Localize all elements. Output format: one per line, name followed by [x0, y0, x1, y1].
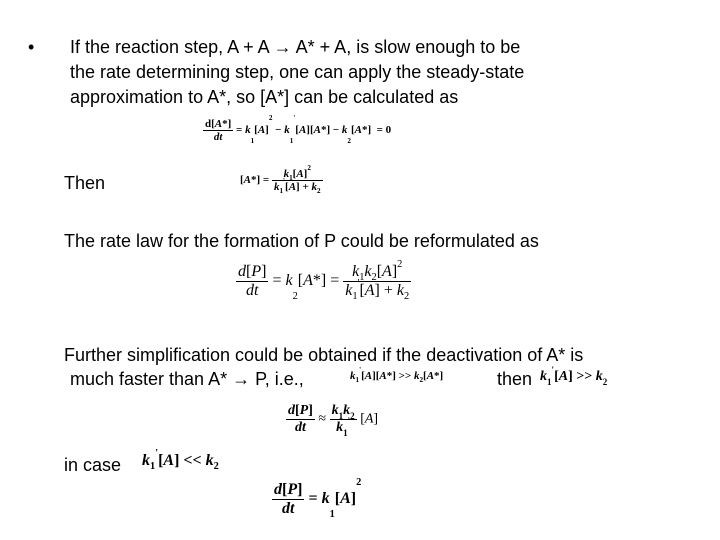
- paragraph1-line1: If the reaction step, A + A → A* + A, is slow enough to be: [70, 37, 521, 57]
- then-label: Then: [64, 173, 106, 193]
- then-word-2: then: [497, 369, 533, 389]
- equation-rate-law: $\frac{d[P]}{dt}$ = $k_2[A*]$ = $\frac{k_1k_2[A]^2}{k_1'[A] + k_2}$: [238, 259, 410, 302]
- equation-approx: $\frac{d[P]}{dt}$ ≈ $\frac{k_1k_2}{k_1'}$ [A]: [288, 403, 379, 438]
- bullet-glyph: •: [28, 37, 35, 57]
- in-case-label: in case: [64, 455, 122, 475]
- equation-condition-3: $k_1'[A] << k_2$: [142, 448, 219, 472]
- further-line1: Further simplification could be obtained if the deactivation of A* is: [64, 345, 584, 365]
- rate-law-sentence: The rate law for the formation of P could be reformulated as: [64, 231, 539, 251]
- equation-condition-2: $k_1'[A] >> k_2$: [540, 365, 608, 387]
- further-line2: much faster than A* → P, i.e.,: [70, 369, 304, 389]
- equation-condition-1: $k_1'[A][A*] >> k_2[A*]$: [350, 366, 444, 384]
- equation-second-order: $\frac{d[P]}{dt}$ = $k_1[A]^2$: [274, 477, 362, 520]
- equation-a-star: [A*] = $\frac{k_1[A]^2}{k_1'[A] + k_2}$: [240, 164, 321, 195]
- paragraph1-line2: the rate determining step, one can apply the steady-state: [70, 62, 525, 82]
- paragraph1-line3: approximation to A*, so [A*] can be calculated as: [70, 87, 459, 107]
- equation-steady-state: $\frac{d[A*]}{dt}$ = $k_1[A]^2 - k_1'[A][A*] - k_2[A*] = 0$: [205, 114, 392, 145]
